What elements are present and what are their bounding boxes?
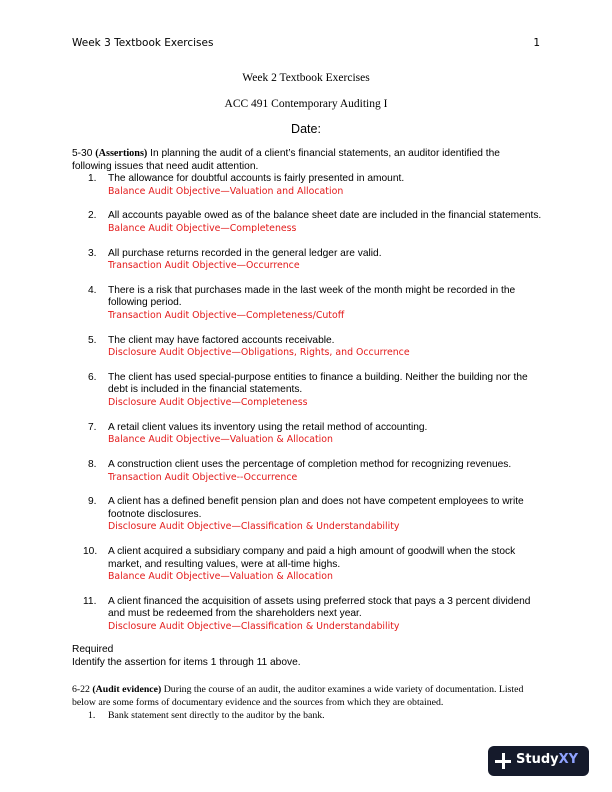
item-answer: Disclosure Audit Objective—Classification & Understandability — [108, 521, 400, 533]
problem-6-22 — [72, 683, 542, 722]
assertion-list — [72, 173, 542, 646]
item-number: 7. — [88, 421, 97, 433]
list-item — [72, 210, 542, 235]
list-item — [72, 335, 542, 360]
item-answer: Balance Audit Objective—Completeness — [108, 222, 297, 234]
item-answer: Transaction Audit Objective--Occurrence — [108, 471, 298, 483]
item-answer: Disclosure Audit Objective—Obligations, Rights, and Occurrence — [108, 347, 410, 359]
list-item — [72, 459, 542, 484]
item-text: Bank statement sent directly to the auditor by the bank. — [108, 710, 325, 721]
item-text: A client has a defined benefit pension plan and does not have competent employees to write footnote disclosures. — [108, 496, 524, 520]
list-item — [72, 285, 542, 323]
evidence-list — [72, 709, 542, 722]
list-item — [72, 248, 542, 273]
list-item — [72, 173, 542, 198]
list-item — [72, 546, 542, 584]
problem-text: During the course of an audit, the auditor examines a wide variety of documentation. Listed below are some forms of documentary evidence and the sources from which they are obtained. — [72, 684, 524, 708]
item-number: 8. — [88, 459, 97, 471]
item-number: 5. — [88, 334, 97, 346]
logo-wordmark: StudyXY — [516, 752, 579, 767]
course-title: ACC 491 Contemporary Auditing I — [224, 98, 388, 110]
item-answer: Transaction Audit Objective—Occurrence — [108, 260, 300, 272]
list-item — [72, 496, 542, 534]
item-number: 1. — [88, 173, 97, 184]
item-answer: Balance Audit Objective—Valuation & Allocation — [108, 434, 333, 446]
problem-label: (Audit evidence) — [92, 684, 162, 695]
item-text: There is a risk that purchases made in the last week of the month might be recorded in the following period. — [108, 284, 516, 309]
list-item — [72, 596, 542, 634]
list-item — [72, 372, 542, 410]
item-text: The allowance for doubtful accounts is fairly presented in amount. — [108, 173, 405, 184]
list-item — [72, 422, 542, 447]
item-number: 10. — [83, 546, 98, 558]
item-answer: Transaction Audit Objective—Completeness/Cutoff — [108, 309, 345, 321]
item-answer: Balance Audit Objective—Valuation & Allocation — [108, 571, 333, 583]
item-answer: Disclosure Audit Objective—Completeness — [108, 396, 308, 408]
problem-text: In planning the audit of a client’s financial statements, an auditor identified the following issues that need audit attention. — [72, 148, 500, 172]
item-number: 1. — [88, 710, 96, 721]
page-header — [72, 37, 540, 49]
header-title: Week 3 Textbook Exercises — [72, 37, 214, 49]
item-text: A construction client uses the percentage of completion method for recognizing revenues. — [108, 459, 512, 471]
studyxy-logo[interactable] — [488, 746, 589, 776]
problem-6-22-intro — [72, 683, 542, 709]
document-title: Week 2 Textbook Exercises — [242, 72, 370, 84]
list-item — [72, 709, 542, 722]
item-number: 9. — [88, 496, 97, 508]
item-text: The client has used special-purpose entities to finance a building. Neither the building nor the debt is included in the financial statements. — [108, 371, 528, 396]
page-number: 1 — [533, 37, 540, 49]
item-number: 6. — [88, 371, 97, 383]
required-text: Identify the assertion for items 1 through 11 above. — [72, 656, 301, 668]
item-text: All accounts payable owed as of the balance sheet date are included in the financial statements. — [108, 210, 542, 222]
item-text: A retail client values its inventory using the retail method of accounting. — [108, 421, 428, 433]
problem-label: (Assertions) — [95, 148, 148, 159]
item-text: A client acquired a subsidiary company and paid a high amount of goodwill when the stock market, and resulting values, were at all-time highs. — [108, 546, 516, 570]
item-answer: Balance Audit Objective—Valuation and Allocation — [108, 185, 344, 197]
item-text: The client may have factored accounts receivable. — [108, 334, 335, 346]
problem-number: 5-30 — [72, 148, 93, 159]
required-label: Required — [72, 644, 114, 655]
item-number: 3. — [88, 247, 97, 259]
item-number: 2. — [88, 210, 97, 222]
item-text: A client financed the acquisition of assets using preferred stock that pays a 3 percent dividend and must be redeemed from the shareholders next year. — [108, 595, 531, 620]
item-number: 11. — [83, 595, 97, 607]
date-label: Date: — [291, 122, 321, 136]
item-number: 4. — [88, 284, 97, 296]
required-section — [72, 644, 301, 669]
plus-icon — [495, 753, 511, 769]
item-answer: Disclosure Audit Objective—Classification & Understandability — [108, 620, 400, 632]
problem-5-30-intro — [72, 148, 542, 173]
item-text: All purchase returns recorded in the general ledger are valid. — [108, 247, 382, 259]
problem-number: 6-22 — [72, 684, 90, 695]
